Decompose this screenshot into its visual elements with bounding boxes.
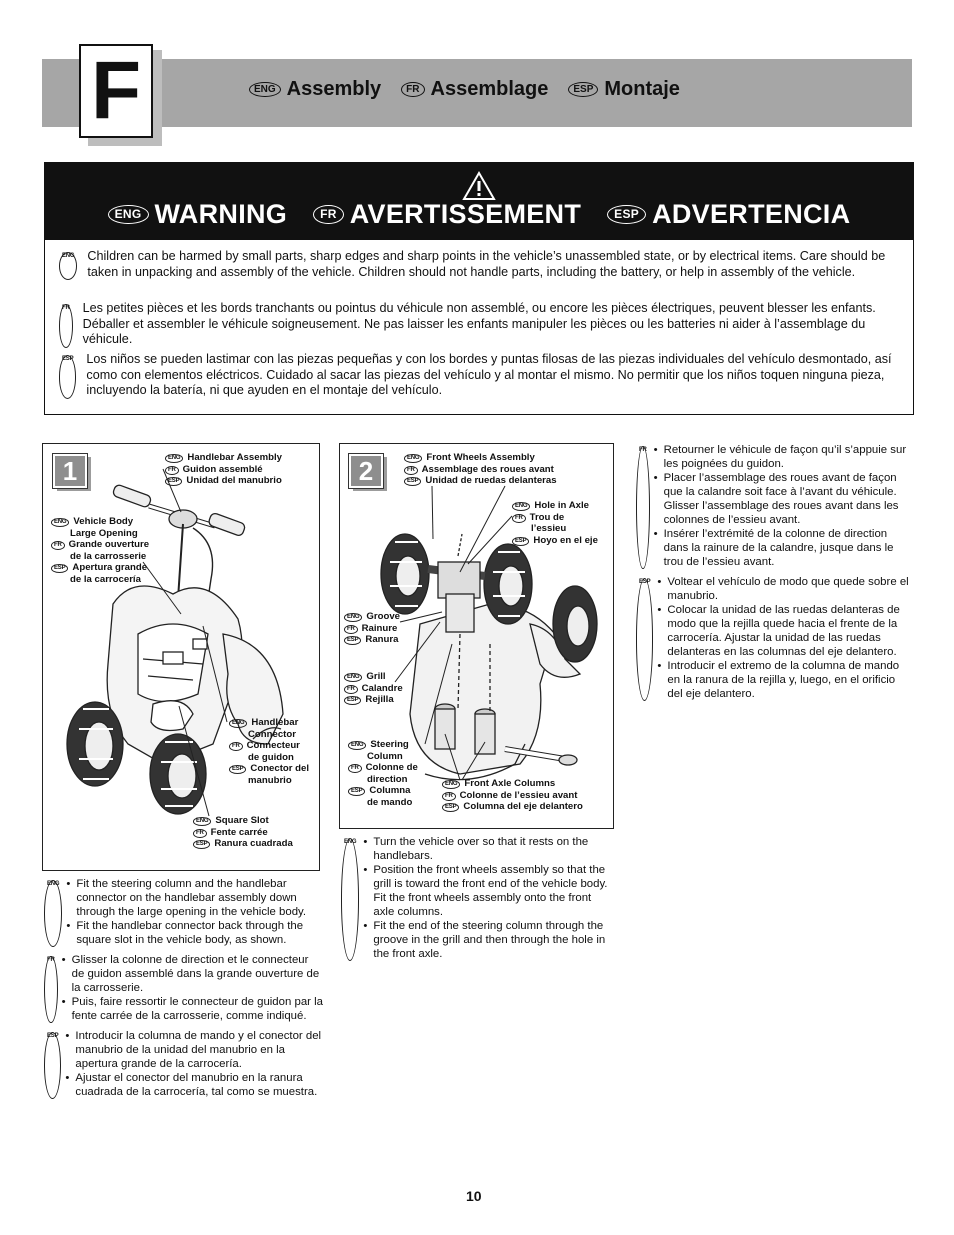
callout-text: de la carrocería	[70, 573, 141, 585]
warning-paragraph-eng	[59, 249, 899, 280]
warning-paragraph-esp	[59, 352, 899, 399]
instruction-item: • Puis, faire ressortir le connecteur de guidon par la fente carrée de la carrosserie, comme indiqué.	[62, 995, 324, 1023]
lang-badge-fr: FR	[165, 466, 179, 475]
instruction-list	[654, 443, 912, 569]
lang-badge-esp: ESP	[636, 578, 653, 701]
warning-text: Les petites pièces et les bords tranchants ou pointus du véhicule non assemblé, ou encore les pièces électriques, peuvent blesser les enfants. Déballer et assembler le véhicule soigneusement. Ne pas laisser les enfants manipuler les pièces ou les batteries ni aider à l’assemblage du véhicule.	[82, 301, 876, 346]
instruction-item: • Introducir la columna de mando y el conector del manubrio de la unidad del manubrio en la apertura grande de la carrocería.	[65, 1029, 324, 1071]
warning-title-fr	[313, 199, 581, 230]
lang-badge-eng: ENG	[44, 880, 62, 947]
instruction-list	[363, 835, 615, 961]
lang-badge-esp: ESP	[51, 564, 68, 573]
header-title-text: Assemblage	[430, 78, 549, 100]
callout-groove	[344, 611, 400, 646]
warning-title-esp	[607, 199, 850, 230]
instruction-item: • Colocar la unidad de las ruedas delanteras de modo que la rejilla quede hacia el frente de la carrocería. Ajustar la unidad de las ruedas delanteras en las columnas del eje delantero.	[657, 603, 912, 659]
callout-text: Handlebar	[251, 717, 299, 728]
instructions-eng	[341, 835, 615, 961]
callout-front-wheels-assembly	[404, 452, 557, 487]
instructions-step-1	[44, 877, 324, 1105]
callout-text: Rainure	[361, 622, 398, 634]
instructions-esp	[44, 1029, 324, 1099]
lang-badge-eng: ENG	[229, 719, 247, 728]
callout-text: Front Axle Columns	[464, 778, 556, 789]
callout-text: Handlebar Assembly	[187, 452, 282, 463]
callout-grill	[344, 671, 403, 706]
instruction-item: • Insérer l’extrémité de la colonne de direction dans la rainure de la calandre, jusque dans le trou de l’essieu avant.	[654, 527, 912, 569]
lang-badge-eng: ENG	[344, 673, 362, 682]
callout-text: Fente carrée	[210, 826, 268, 838]
callout-square-slot	[193, 815, 293, 850]
instruction-item: • Placer l’assemblage des roues avant de façon que la calandre soit face à l’avant du véhicule. Glisser l’assemblage des roues avant dans les colonnes de l’essieu avant.	[654, 471, 912, 527]
lang-badge-eng: ENG	[512, 502, 530, 511]
lang-badge-eng: ENG	[51, 518, 69, 527]
header-titles	[249, 78, 680, 101]
callout-text: Colonne de l’essieu avant	[459, 789, 578, 801]
callout-front-axle-columns	[442, 778, 583, 813]
header-title-eng	[249, 78, 381, 101]
callout-text: Hoyo en el eje	[533, 534, 598, 546]
instruction-list	[62, 953, 324, 1023]
callout-text: de mando	[367, 796, 413, 808]
lang-badge-eng: ENG	[193, 817, 211, 826]
lang-badge-fr: FR	[344, 625, 358, 634]
header-title-esp	[568, 78, 680, 101]
instruction-list	[66, 877, 324, 947]
lang-badge-esp: ESP	[512, 537, 529, 546]
callout-text: de guidon	[248, 751, 294, 763]
callout-vehicle-body	[51, 516, 149, 585]
callout-text: Ranura	[365, 634, 399, 645]
lang-badge-fr: FR	[512, 514, 526, 523]
lang-badge-esp: ESP	[193, 840, 210, 849]
warning-title-text: WARNING	[154, 199, 288, 229]
callout-hole-in-axle	[512, 500, 598, 546]
callout-text: Apertura grande	[72, 562, 148, 573]
lang-badge-eng: ENG	[249, 82, 281, 97]
figure-2	[339, 443, 614, 829]
callout-text: l’essieu	[531, 523, 567, 534]
instructions-eng	[44, 877, 324, 947]
step-number-1: 1	[53, 454, 87, 488]
instruction-item: • Ajustar el conector del manubrio en la ranura cuadrada de la carrocería, tal como se muestra.	[65, 1071, 324, 1099]
callout-text: direction	[367, 773, 408, 785]
callout-text: Vehicle Body	[73, 516, 134, 527]
lang-badge-esp: ESP	[404, 477, 421, 486]
instructions-esp	[636, 575, 912, 701]
callout-text: Assemblage des roues avant	[421, 463, 554, 475]
instructions-step-2-fr-esp	[636, 443, 912, 707]
instruction-list	[65, 1029, 324, 1099]
figure-1	[42, 443, 320, 871]
lang-badge-esp: ESP	[165, 477, 182, 486]
lang-badge-eng: ENG	[341, 838, 359, 961]
lang-badge-fr: FR	[59, 304, 73, 348]
instructions-step-2	[341, 835, 615, 967]
callout-text: Groove	[366, 611, 400, 622]
warning-triangle-icon	[462, 171, 496, 201]
lang-badge-fr: FR	[348, 764, 362, 773]
callout-text: Unidad de ruedas delanteras	[425, 475, 557, 486]
lang-badge-eng: ENG	[404, 454, 422, 463]
instruction-item: • Fit the steering column and the handlebar connector on the handlebar assembly down through the large opening in the vehicle body.	[66, 877, 324, 919]
callout-handlebar-assembly	[165, 452, 282, 487]
callout-text: Ranura cuadrada	[214, 838, 293, 849]
callout-text: Conector del	[250, 763, 310, 774]
callout-text: Hole in Axle	[534, 500, 589, 511]
header-title-text: Assembly	[286, 78, 382, 100]
callout-text: Connector	[248, 728, 296, 740]
lang-badge-fr: FR	[229, 742, 243, 751]
instruction-item: • Retourner le véhicule de façon qu’il s’appuie sur les poignées du guidon.	[654, 443, 912, 471]
lang-badge-eng: ENG	[442, 780, 460, 789]
callout-text: Trou de	[529, 511, 565, 523]
callout-text: Columna	[369, 785, 411, 796]
lang-badge-fr: FR	[442, 792, 456, 801]
callout-text: Colonne de	[365, 762, 418, 773]
step-number-2: 2	[349, 454, 383, 488]
warning-header	[45, 163, 913, 240]
lang-badge-eng: ENG	[344, 613, 362, 622]
lang-badge-eng: ENG	[348, 741, 366, 750]
warning-titles	[45, 199, 913, 230]
lang-badge-eng: ENG	[59, 252, 77, 280]
callout-text: manubrio	[248, 774, 292, 786]
quad-illustration	[43, 444, 321, 872]
lang-badge-fr: FR	[636, 446, 650, 569]
lang-badge-esp: ESP	[229, 765, 246, 774]
warning-title-text: AVERTISSEMENT	[349, 199, 582, 229]
header-title-text: Montaje	[604, 78, 680, 100]
lang-badge-fr: FR	[313, 205, 344, 224]
lang-badge-eng: ENG	[165, 454, 183, 463]
warning-box	[44, 162, 914, 415]
lang-badge-esp: ESP	[442, 803, 459, 812]
instruction-item: • Position the front wheels assembly so that the grill is toward the front end of the vehicle body. Fit the front wheels assembly onto the front axle columns.	[363, 863, 615, 919]
instruction-item: • Fit the end of the steering column through the groove in the grill and then through the hole in the front axle.	[363, 919, 615, 961]
callout-text: Grill	[366, 671, 386, 682]
instructions-fr	[44, 953, 324, 1023]
lang-badge-fr: FR	[404, 466, 418, 475]
warning-text: Los niños se pueden lastimar con las piezas pequeñas y con los bordes y puntas filosas de las piezas individuales del vehículo desmontado, así como con elementos eléctricos. Cuidado al sacar las piezas del vehículo y al montar el mismo. No permitir que los niños toquen ninguna pieza, incluyendo la batería, ni que ayuden en el montaje del vehículo.	[86, 352, 892, 397]
instruction-item: • Fit the handlebar connector back through the square slot in the vehicle body, as shown.	[66, 919, 324, 947]
lang-badge-esp: ESP	[568, 82, 598, 97]
instruction-item: • Glisser la colonne de direction et le connecteur de guidon assemblé dans la grande ouverture de la carrosserie.	[62, 953, 324, 995]
callout-text: Large Opening	[70, 527, 138, 539]
lang-badge-esp: ESP	[59, 355, 76, 399]
page-number: 10	[466, 1188, 482, 1204]
warning-title-text: ADVERTENCIA	[652, 199, 851, 229]
callout-text: Guidon assemblé	[182, 463, 263, 475]
instruction-list	[657, 575, 912, 701]
callout-steering-column	[348, 739, 418, 808]
header-title-fr	[401, 78, 548, 101]
callout-text: Columna del eje delantero	[463, 801, 583, 812]
callout-text: de la carrosserie	[70, 550, 147, 562]
lang-badge-fr: FR	[193, 829, 207, 838]
warning-paragraph-fr	[59, 301, 899, 348]
callout-text: Connecteur	[246, 740, 300, 751]
callout-text: Front Wheels Assembly	[426, 452, 535, 463]
lang-badge-fr: FR	[401, 82, 424, 97]
instruction-item: • Turn the vehicle over so that it rests on the handlebars.	[363, 835, 615, 863]
lang-badge-fr: FR	[51, 541, 65, 550]
callout-text: Steering	[370, 739, 409, 750]
step-letter: F	[79, 44, 153, 138]
lang-badge-esp: ESP	[344, 696, 361, 705]
warning-text: Children can be harmed by small parts, sharp edges and sharp points in the vehicle’s unassembled state, or by electrical items. Care should be taken in unpacking and assembly of the vehicle. Children should not handle parts, including the battery, or help in assembly of the vehicle.	[87, 249, 886, 279]
callout-handlebar-connector	[229, 717, 309, 786]
callout-text: Unidad del manubrio	[186, 475, 282, 486]
lang-badge-eng: ENG	[108, 205, 149, 224]
warning-title-eng	[108, 199, 288, 230]
instructions-fr	[636, 443, 912, 569]
callout-text: Column	[367, 750, 403, 762]
lang-badge-fr: FR	[44, 956, 58, 1023]
callout-text: Grande ouverture	[68, 539, 150, 550]
callout-text: Rejilla	[365, 694, 394, 705]
callout-text: Square Slot	[215, 815, 269, 826]
lang-badge-fr: FR	[344, 685, 358, 694]
lang-badge-esp: ESP	[607, 205, 646, 224]
callout-text: Calandre	[361, 682, 403, 694]
lang-badge-esp: ESP	[44, 1032, 61, 1099]
instruction-item: • Introducir el extremo de la columna de mando en la ranura de la rejilla y, luego, en el orificio del eje delantero.	[657, 659, 912, 701]
lang-badge-esp: ESP	[344, 636, 361, 645]
lang-badge-esp: ESP	[348, 787, 365, 796]
instruction-item: • Voltear el vehículo de modo que quede sobre el manubrio.	[657, 575, 912, 603]
